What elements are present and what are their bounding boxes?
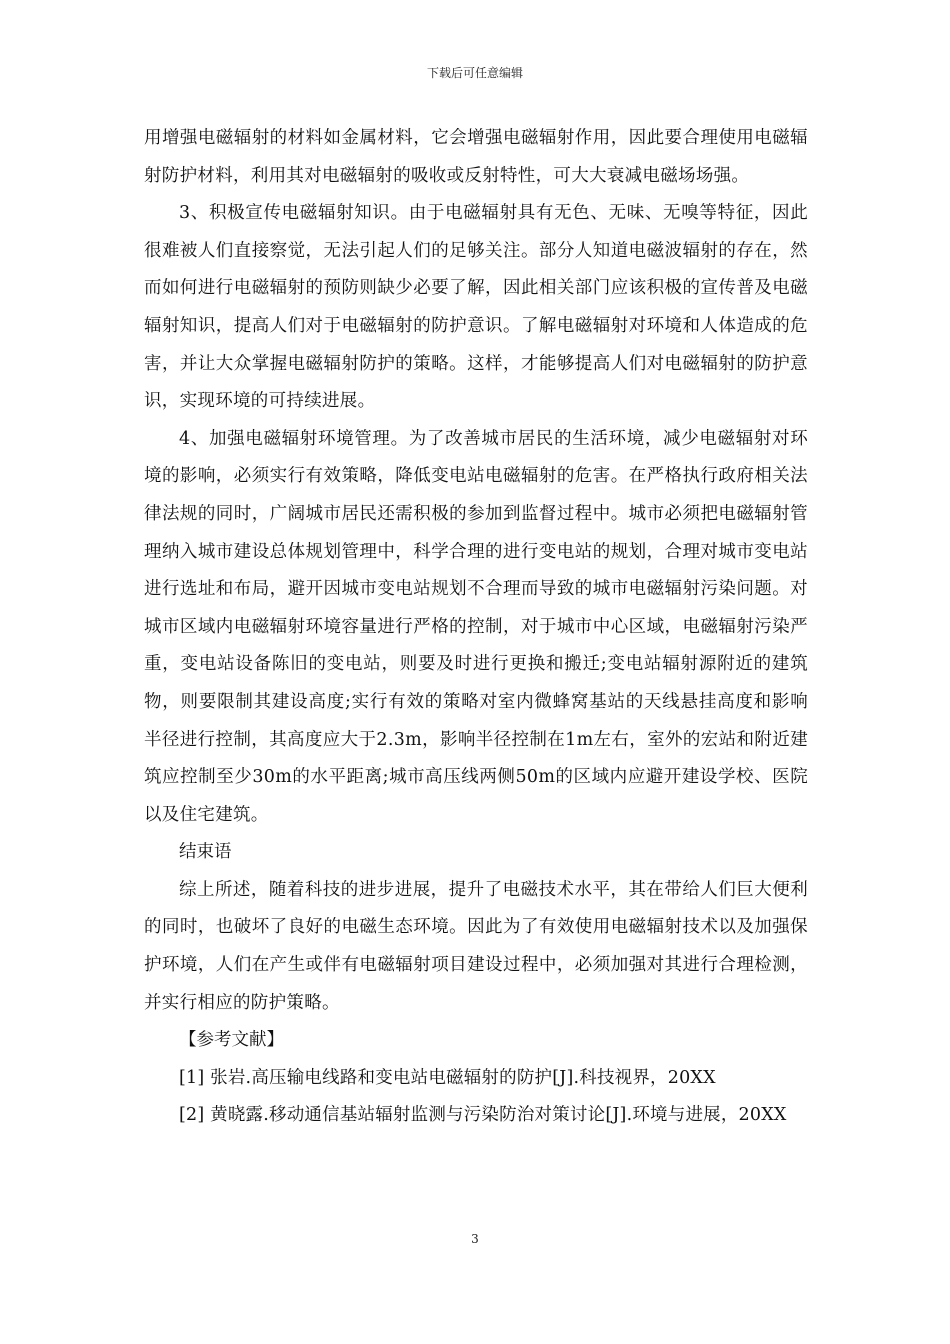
conclusion-heading: 结束语 (179, 842, 232, 863)
page-number: 3 (471, 1232, 479, 1246)
paragraph-conclusion: 综上所述，随着科技的进步进展，提升了电磁技术水平，其在带给人们巨大便利的同时，也破坏了良好的电磁生态环境。因此为了有效使用电磁辐射技术以及加强保护环境，人们在产生或伴有电磁辐射项目建设过程中，必须加强对其进行合理检测，并实行相应的防护策略。 (144, 879, 808, 1013)
page-header: 下载后可任意编辑 (426, 66, 523, 80)
reference-item-1: [1] 张岩.高压输电线路和变电站电磁辐射的防护[J].科技视界，20XX (179, 1067, 716, 1088)
references-heading: 【参考文献】 (179, 1030, 284, 1051)
document-body (144, 120, 808, 1135)
reference-item-2: [2] 黄晓露.移动通信基站辐射监测与污染防治对策讨论[J].环境与进展，20XX (179, 1105, 787, 1126)
paragraph-continued: 用增强电磁辐射的材料如金属材料，它会增强电磁辐射作用，因此要合理使用电磁辐射防护材料，利用其对电磁辐射的吸收或反射特性，可大大衰减电磁场场强。 (144, 128, 808, 186)
paragraph-3-publicize-knowledge: 3、积极宣传电磁辐射知识。由于电磁辐射具有无色、无味、无嗅等特征，因此很难被人们直接察觉，无法引起人们的足够关注。部分人知道电磁波辐射的存在，然而如何进行电磁辐射的预防则缺少必要了解，因此相关部门应该积极的宣传普及电磁辐射知识，提高人们对于电磁辐射的防护意识。了解电磁辐射对环境和人体造成的危害，并让大众掌握电磁辐射防护的策略。这样，才能够提高人们对电磁辐射的防护意识，实现环境的可持续进展。 (144, 203, 808, 412)
paragraph-4-environment-management: 4、加强电磁辐射环境管理。为了改善城市居民的生活环境，减少电磁辐射对环境的影响，必须实行有效策略，降低变电站电磁辐射的危害。在严格执行政府相关法律法规的同时，广阔城市居民还需积极的参加到监督过程中。城市必须把电磁辐射管理纳入城市建设总体规划管理中，科学合理的进行变电站的规划，合理对城市变电站进行选址和布局，避开因城市变电站规划不合理而导致的城市电磁辐射污染问题。对城市区域内电磁辐射环境容量进行严格的控制，对于城市中心区域，电磁辐射污染严重，变电站设备陈旧的变电站，则要及时进行更换和搬迁;变电站辐射源附近的建筑物，则要限制其建设高度;实行有效的策略对室内微蜂窝基站的天线悬挂高度和影响半径进行控制，其高度应大于2.3m，影响半径控制在1m左右，室外的宏站和附近建筑应控制至少30m的水平距离;城市高压线两侧50m的区域内应避开建设学校、医院以及住宅建筑。 (144, 428, 808, 825)
